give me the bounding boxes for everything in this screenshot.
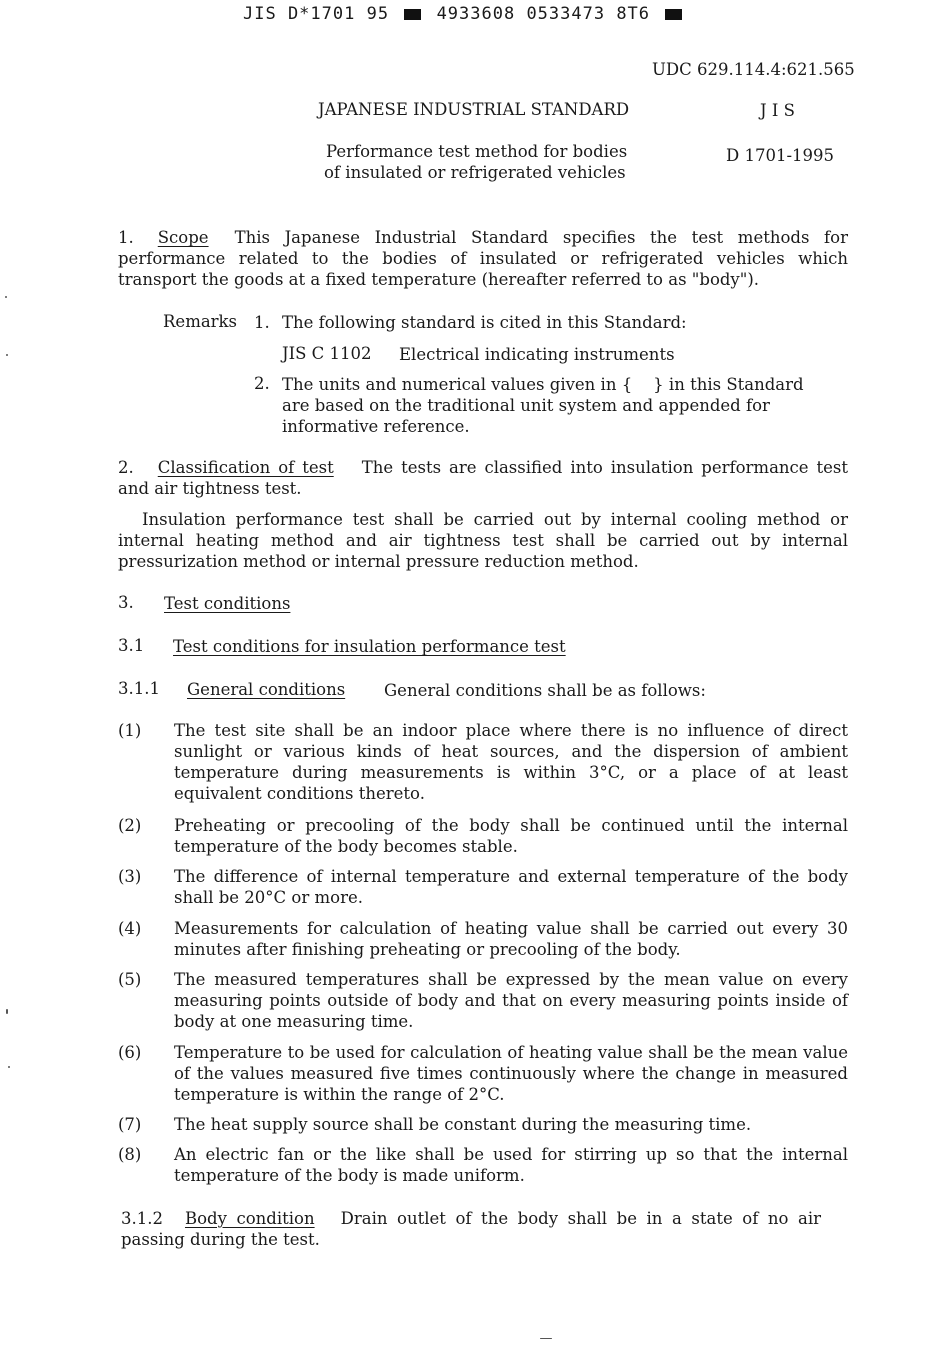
list-item [118, 1144, 848, 1186]
section-number: 3.1.2 [121, 1209, 163, 1228]
item-text: Temperature to be used for calculation of heating value shall be the mean value of the values measured five times continuously where the change in measured temperature is within the range of 2°C. [174, 1043, 848, 1104]
section-scope [118, 227, 848, 290]
item-text: The measured temperatures shall be expressed by the mean value on every measuring points outside of body and that on every measuring points inside of body at one measuring time. [174, 970, 848, 1031]
item-number: (7) [118, 1115, 142, 1134]
section-heading: Classification of test [157, 458, 334, 477]
cited-standard-title: Electrical indicating instruments [399, 345, 675, 364]
list-item [118, 866, 848, 908]
item-number: (6) [118, 1043, 142, 1062]
remark-1-number: 1. [254, 313, 270, 332]
item-number: (1) [118, 721, 142, 740]
item-text: Measurements for calculation of heating value shall be carried out every 30 minutes after finishing preheating or precooling of the body. [174, 919, 848, 959]
list-item [118, 918, 848, 960]
section-heading: Body condition [184, 1209, 315, 1228]
item-text: The test site shall be an indoor place where there is no influence of direct sunlight or various kinds of heat sources, and the dispersion of ambient temperature during measurements is within 3°C, or a place of at least equivalent conditions thereto. [174, 721, 848, 803]
item-number: (4) [118, 919, 142, 938]
page-title: JAPANESE INDUSTRIAL STANDARD [318, 100, 630, 119]
item-number: (3) [118, 867, 142, 886]
redaction-block [404, 9, 421, 20]
item-number: (2) [118, 816, 142, 835]
remark-2-number: 2. [254, 374, 270, 393]
scan-speck [8, 1066, 10, 1068]
header-code-part2: 4933608 0533473 8T6 [436, 4, 651, 24]
section-heading: Test conditions [164, 594, 291, 613]
document-header-code [243, 4, 686, 25]
remark-2-text: The units and numerical values given in { } in this Standard are based on the traditional unit system and appended for informative reference. [282, 375, 809, 436]
section-text: This Japanese Industrial Standard specifies the test methods for performance related to the bodies of insulated or refrigerated vehicles which transport the goods at a fixed temperature (hereafter referred to as "body"). [118, 228, 848, 289]
item-text: Preheating or precooling of the body shall be continued until the internal temperature of the body becomes stable. [174, 816, 848, 856]
section-text: General conditions shall be as follows: [384, 681, 706, 700]
item-number: (5) [118, 970, 142, 989]
section-text: The tests are classified into insulation performance test and air tightness test. [118, 458, 848, 498]
list-item [118, 969, 848, 1032]
section-number: 3.1.1 [118, 679, 160, 698]
list-item [118, 1114, 848, 1135]
section-number: 2. [118, 458, 134, 477]
item-number: (8) [118, 1145, 142, 1164]
section-number: 1. [118, 228, 134, 247]
section-text: Drain outlet of the body shall be in a state of no air passing during the test. [121, 1209, 822, 1249]
redaction-block [665, 9, 682, 20]
item-text: An electric fan or the like shall be used for stirring up so that the internal temperature of the body is made uniform. [174, 1145, 848, 1185]
paragraph: Insulation performance test shall be carried out by internal cooling method or internal heating method and air tightness test shall be carried out by internal pressurization method or internal pressure reduction method. [118, 510, 848, 571]
subtitle-line2: of insulated or refrigerated vehicles [324, 163, 626, 182]
jis-label: J I S [760, 101, 795, 120]
header-code-part1: JIS D*1701 95 [243, 4, 390, 24]
standard-number: D 1701-1995 [726, 146, 835, 165]
section-classification [118, 457, 848, 499]
section-heading: Scope [157, 228, 209, 247]
section-heading: General conditions [187, 680, 346, 699]
remarks-label: Remarks [163, 312, 238, 331]
item-text: The difference of internal temperature and external temperature of the body shall be 20°C or more. [174, 867, 848, 907]
section-body-condition [121, 1208, 821, 1250]
item-text: The heat supply source shall be constant during the measuring time. [174, 1115, 752, 1134]
list-item [118, 720, 848, 804]
section-number: 3.1 [118, 636, 145, 655]
subtitle-line1: Performance test method for bodies [326, 142, 628, 161]
list-item [118, 815, 848, 857]
section-number: 3. [118, 593, 134, 612]
scan-speck [540, 1338, 552, 1339]
udc-code: UDC 629.114.4:621.565 [652, 60, 855, 79]
remark-1-text: The following standard is cited in this Standard: [282, 313, 687, 332]
cited-standard-code: JIS C 1102 [282, 344, 372, 363]
section-heading: Test conditions for insulation performance test [173, 637, 566, 656]
scan-speck [6, 1009, 8, 1014]
list-item [118, 1042, 848, 1105]
scan-speck [5, 296, 7, 298]
scan-speck [6, 354, 8, 356]
